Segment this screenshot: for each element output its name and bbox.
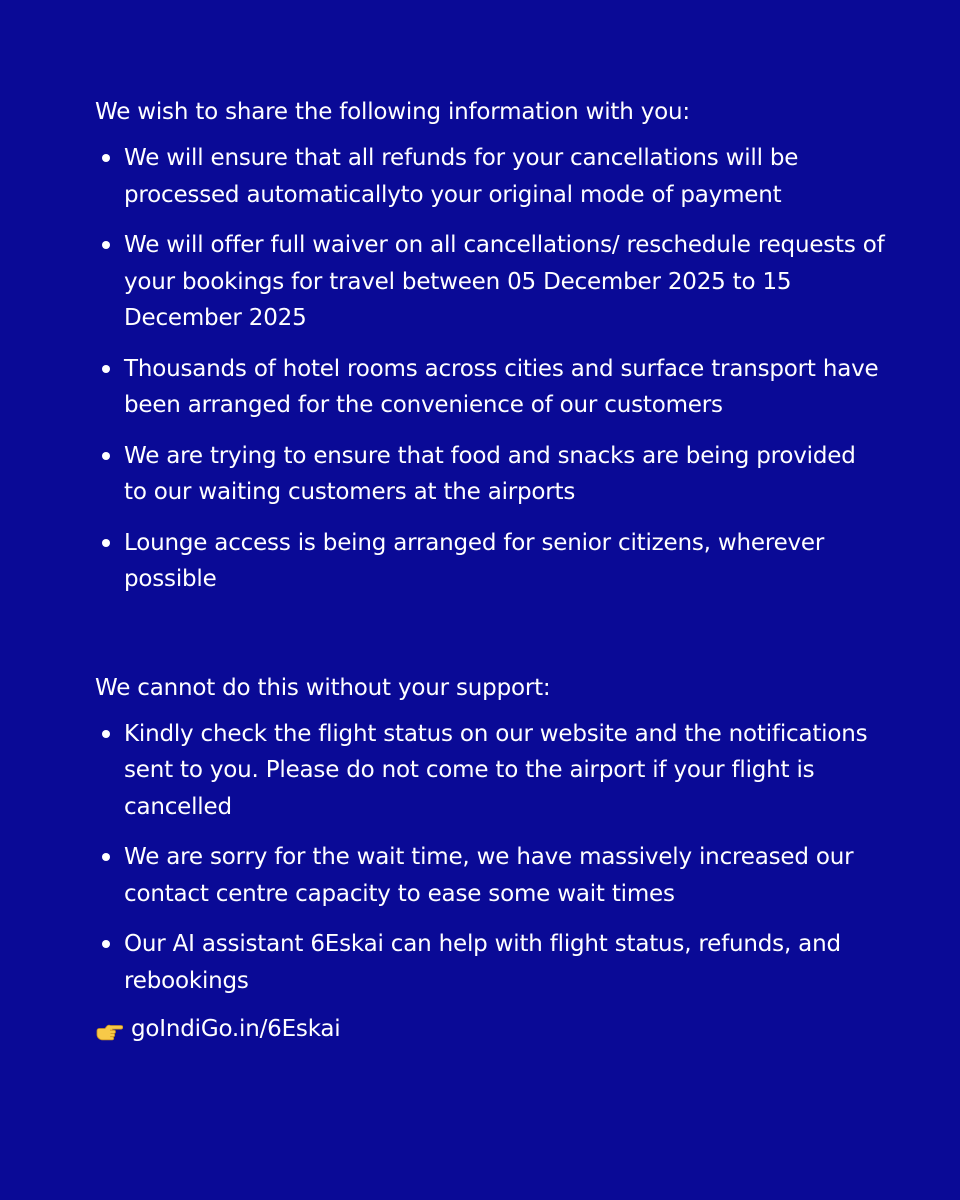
bullet-icon [102,853,110,861]
assistant-link[interactable]: goIndiGo.in/6Eskai [131,1016,341,1042]
pointing-hand-icon [95,1019,123,1041]
list-item-text: We will ensure that all refunds for your cancellations will be processed automaticallyto your original mode of payment [124,145,799,208]
bullet-icon [102,539,110,547]
section-spacer [95,612,885,670]
bullet-icon [102,940,110,948]
list-item [95,525,885,598]
bullet-icon [102,452,110,460]
list-item [95,716,885,826]
list-item-text: Lounge access is being arranged for senior citizens, wherever possible [124,529,825,592]
list-item-text: Thousands of hotel rooms across cities and surface transport have been arranged for the convenience of our customers [124,355,879,418]
notice-content [95,94,885,1047]
list-item-text: We will offer full waiver on all cancellations/ reschedule requests of your bookings for travel between 05 December 2025 to 15 December 2025 [124,232,885,331]
bullet-icon [102,241,110,249]
section-heading-information: We wish to share the following information with you: [95,99,690,125]
list-item-text: We are trying to ensure that food and snacks are being provided to our waiting customers at the airports [124,442,856,505]
list-item [95,438,885,511]
section-heading-support: We cannot do this without your support: [95,674,551,701]
information-list [95,140,885,598]
bullet-icon [102,730,110,738]
list-item-text: Kindly check the flight status on our website and the notifications sent to you. Please do not come to the airport if your flight is cancelled [124,720,868,820]
list-item [95,227,885,337]
bullet-icon [102,154,110,162]
bullet-icon [102,365,110,373]
list-item-text: Our AI assistant 6Eskai can help with flight status, refunds, and rebookings [124,931,841,994]
list-item [95,839,885,912]
list-item [95,351,885,424]
assistant-link-line [95,1011,885,1047]
list-item [95,926,885,999]
list-item-text: We are sorry for the wait time, we have massively increased our contact centre capacity to ease some wait times [124,844,854,907]
support-list [95,716,885,1000]
list-item [95,140,885,213]
